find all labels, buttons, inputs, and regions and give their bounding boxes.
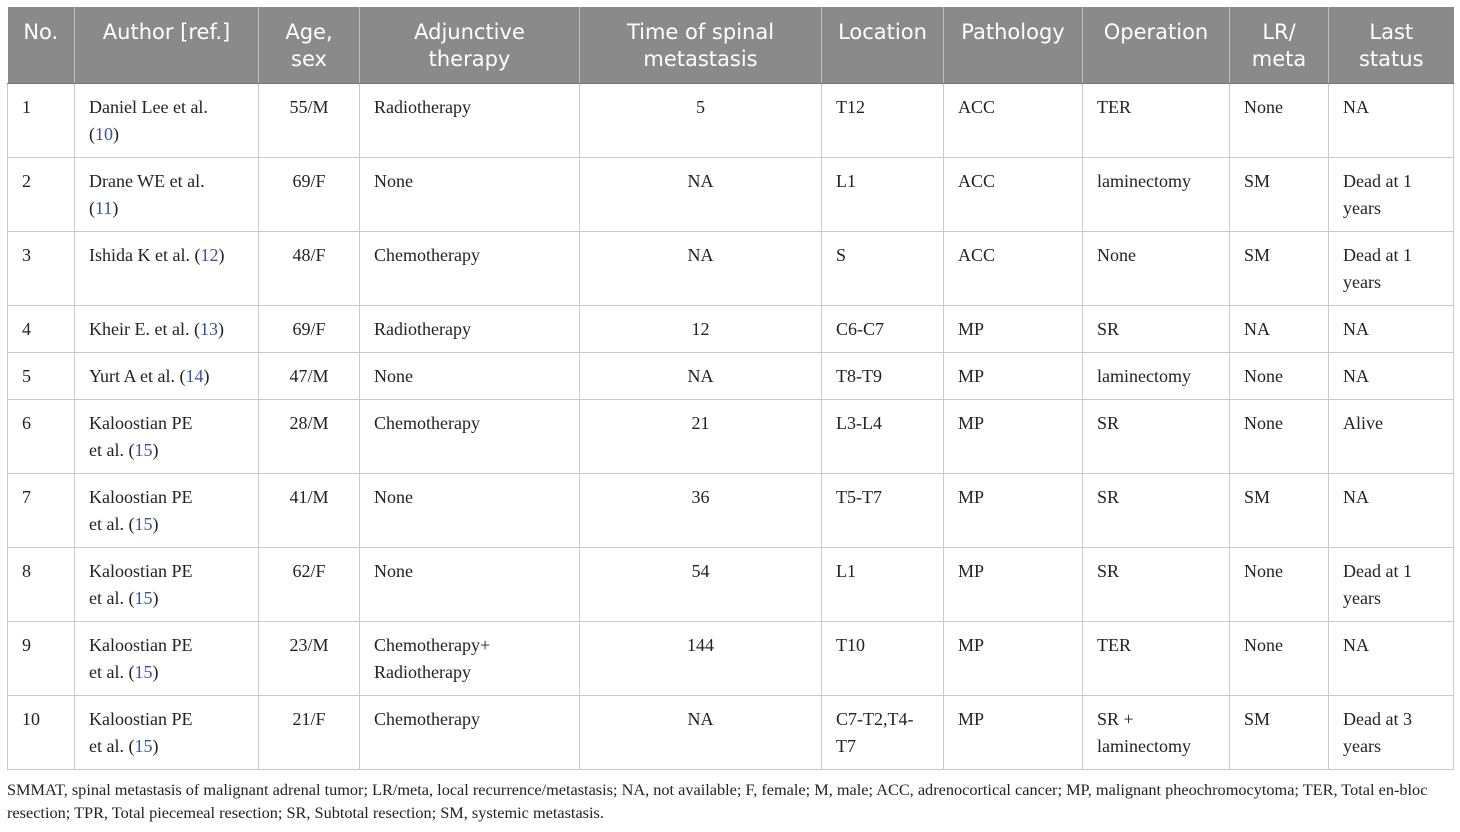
- cell-time: [580, 696, 822, 770]
- data-table: [7, 7, 1454, 770]
- cell-pathology: [944, 696, 1083, 770]
- table-row: [8, 548, 1454, 622]
- time-of-metastasis: NA: [687, 709, 714, 729]
- pathology: MP: [958, 319, 985, 339]
- age-sex: 21/F: [292, 709, 326, 729]
- author-name: Yurt A et al. (: [89, 366, 186, 386]
- cell-author: [75, 400, 259, 474]
- age-sex: 23/M: [289, 635, 329, 655]
- age-sex: 48/F: [292, 245, 326, 265]
- cell-location: [822, 353, 944, 400]
- cell-lr-meta: [1230, 158, 1329, 232]
- cell-lr-meta: [1230, 84, 1329, 158]
- ref-close-paren: ): [203, 366, 210, 386]
- reference-link: 12: [200, 245, 219, 265]
- author-name-cont: et al. (: [89, 588, 135, 608]
- reference-link: 15: [134, 514, 153, 534]
- cell-operation: [1083, 353, 1230, 400]
- cell-age-sex: [259, 158, 360, 232]
- cell-time: [580, 353, 822, 400]
- author-name: Kheir E. et al. (: [89, 319, 200, 339]
- column-header-age-sex: [259, 7, 360, 84]
- pathology: ACC: [958, 97, 996, 117]
- location: C7-T2,T4-: [836, 709, 914, 729]
- cell-age-sex: [259, 306, 360, 353]
- author-name: Kaloostian PE: [89, 413, 193, 433]
- cell-lr-meta: [1230, 622, 1329, 696]
- pathology: MP: [958, 487, 985, 507]
- time-of-metastasis: 12: [691, 319, 710, 339]
- header-text: Age,: [285, 20, 333, 44]
- cell-pathology: [944, 306, 1083, 353]
- table-footnote: SMMAT, spinal metastasis of malignant adrenal tumor; LR/meta, local recurrence/metastasis; NA, not available; F, female; M, male; ACC, adrenocortical cancer; MP, malignant pheochromocytoma; TER, Total en-bloc resection; TPR, Total piecemeal resection; SR, Subtotal resection; SM, systemic metastasis.: [7, 780, 1428, 822]
- last-status: Dead at 1: [1343, 561, 1412, 581]
- age-sex: 69/F: [292, 171, 326, 191]
- cell-lr-meta: [1230, 400, 1329, 474]
- location: T5-T7: [836, 487, 882, 507]
- cell-location: [822, 696, 944, 770]
- author-name-cont: et al. (: [89, 440, 135, 460]
- cell-pathology: [944, 622, 1083, 696]
- cell-time: [580, 232, 822, 306]
- author-name-cont: (: [89, 198, 95, 218]
- time-of-metastasis: NA: [687, 245, 714, 265]
- operation: laminectomy: [1097, 366, 1191, 386]
- author-name-cont: et al. (: [89, 662, 135, 682]
- operation: SR +: [1097, 709, 1134, 729]
- cell-pathology: [944, 474, 1083, 548]
- cell-author: [75, 696, 259, 770]
- author-name: Kaloostian PE: [89, 635, 193, 655]
- operation: SR: [1097, 413, 1120, 433]
- cell-operation: [1083, 696, 1230, 770]
- row-number: 1: [22, 97, 31, 117]
- time-of-metastasis: 144: [687, 635, 714, 655]
- adjunctive-therapy: Radiotherapy: [374, 662, 471, 682]
- pathology: MP: [958, 561, 985, 581]
- time-of-metastasis: NA: [687, 171, 714, 191]
- last-status: Dead at 1: [1343, 245, 1412, 265]
- cell-pathology: [944, 400, 1083, 474]
- header-text: No.: [23, 20, 59, 44]
- cell-location: [822, 306, 944, 353]
- operation: TER: [1097, 97, 1131, 117]
- time-of-metastasis: NA: [687, 366, 714, 386]
- last-status: years: [1343, 272, 1381, 292]
- lr-meta: None: [1244, 97, 1283, 117]
- pathology: MP: [958, 413, 985, 433]
- cell-location: [822, 474, 944, 548]
- lr-meta: None: [1244, 413, 1283, 433]
- row-number: 6: [22, 413, 31, 433]
- reference-link: 15: [134, 440, 153, 460]
- header-text: therapy: [428, 47, 511, 71]
- lr-meta: None: [1244, 635, 1283, 655]
- operation: SR: [1097, 487, 1120, 507]
- cell-adjunctive-therapy: [360, 622, 580, 696]
- cell-adjunctive-therapy: [360, 474, 580, 548]
- location: C6-C7: [836, 319, 885, 339]
- operation: SR: [1097, 561, 1120, 581]
- cell-no: [8, 353, 75, 400]
- adjunctive-therapy: None: [374, 561, 413, 581]
- column-header-last-status: [1329, 7, 1454, 84]
- cell-age-sex: [259, 353, 360, 400]
- cell-age-sex: [259, 400, 360, 474]
- table-body: [8, 84, 1454, 770]
- cell-no: [8, 622, 75, 696]
- cell-no: [8, 84, 75, 158]
- cell-adjunctive-therapy: [360, 306, 580, 353]
- lr-meta: SM: [1244, 245, 1271, 265]
- cell-adjunctive-therapy: [360, 353, 580, 400]
- header-text: LR/: [1262, 20, 1296, 44]
- column-header-lr-meta: [1230, 7, 1329, 84]
- cell-no: [8, 548, 75, 622]
- last-status: NA: [1343, 97, 1369, 117]
- column-header-time-of-spinal-metastasis: [580, 7, 822, 84]
- cell-adjunctive-therapy: [360, 400, 580, 474]
- table-row: [8, 622, 1454, 696]
- header-text: Adjunctive: [414, 20, 525, 44]
- header-text: meta: [1251, 47, 1307, 71]
- cell-last-status: [1329, 84, 1454, 158]
- header-text: Operation: [1103, 20, 1209, 44]
- cell-pathology: [944, 353, 1083, 400]
- header-row: [8, 7, 1454, 84]
- age-sex: 62/F: [292, 561, 326, 581]
- column-header-operation: [1083, 7, 1230, 84]
- cell-location: [822, 232, 944, 306]
- cell-adjunctive-therapy: [360, 232, 580, 306]
- location: T7: [836, 736, 856, 756]
- last-status: NA: [1343, 366, 1369, 386]
- cell-lr-meta: [1230, 306, 1329, 353]
- author-name: Drane WE et al.: [89, 171, 205, 191]
- cell-pathology: [944, 158, 1083, 232]
- lr-meta: SM: [1244, 709, 1271, 729]
- table-row: [8, 353, 1454, 400]
- age-sex: 55/M: [289, 97, 329, 117]
- cell-adjunctive-therapy: [360, 158, 580, 232]
- author-name: Daniel Lee et al.: [89, 97, 208, 117]
- cell-operation: [1083, 232, 1230, 306]
- ref-close-paren: ): [217, 319, 224, 339]
- cell-location: [822, 622, 944, 696]
- header-text: Pathology: [961, 20, 1065, 44]
- cell-age-sex: [259, 622, 360, 696]
- last-status: years: [1343, 198, 1381, 218]
- author-name-cont: et al. (: [89, 514, 135, 534]
- adjunctive-therapy: Chemotherapy: [374, 709, 480, 729]
- cell-time: [580, 622, 822, 696]
- cell-operation: [1083, 474, 1230, 548]
- row-number: 5: [22, 366, 31, 386]
- operation: TER: [1097, 635, 1131, 655]
- cell-author: [75, 232, 259, 306]
- cell-last-status: [1329, 548, 1454, 622]
- cell-location: [822, 158, 944, 232]
- cell-lr-meta: [1230, 696, 1329, 770]
- column-header-no: [8, 7, 75, 84]
- cell-adjunctive-therapy: [360, 84, 580, 158]
- reference-link: 14: [185, 366, 204, 386]
- cell-operation: [1083, 306, 1230, 353]
- adjunctive-therapy: Chemotherapy: [374, 413, 480, 433]
- header-text: metastasis: [643, 47, 758, 71]
- last-status: years: [1343, 736, 1381, 756]
- age-sex: 69/F: [292, 319, 326, 339]
- location: T8-T9: [836, 366, 882, 386]
- row-number: 9: [22, 635, 31, 655]
- cell-last-status: [1329, 232, 1454, 306]
- author-name: Kaloostian PE: [89, 709, 193, 729]
- cell-adjunctive-therapy: [360, 548, 580, 622]
- header-text: Time of spinal: [626, 20, 775, 44]
- column-header-author: [75, 7, 259, 84]
- cell-lr-meta: [1230, 232, 1329, 306]
- table-row: [8, 400, 1454, 474]
- cell-last-status: [1329, 158, 1454, 232]
- location: L1: [836, 171, 856, 191]
- time-of-metastasis: 21: [691, 413, 710, 433]
- cell-adjunctive-therapy: [360, 696, 580, 770]
- lr-meta: SM: [1244, 171, 1271, 191]
- cell-operation: [1083, 158, 1230, 232]
- ref-close-paren: ): [152, 440, 159, 460]
- column-header-pathology: [944, 7, 1083, 84]
- table-row: [8, 306, 1454, 353]
- last-status: Alive: [1343, 413, 1383, 433]
- location: S: [836, 245, 847, 265]
- reference-link: 10: [95, 124, 113, 144]
- column-header-location: [822, 7, 944, 84]
- ref-close-paren: ): [152, 662, 159, 682]
- ref-close-paren: ): [152, 514, 159, 534]
- cell-age-sex: [259, 232, 360, 306]
- row-number: 2: [22, 171, 31, 191]
- location: L1: [836, 561, 856, 581]
- operation: laminectomy: [1097, 736, 1191, 756]
- cell-location: [822, 84, 944, 158]
- time-of-metastasis: 36: [691, 487, 710, 507]
- pathology: ACC: [958, 245, 996, 265]
- cell-age-sex: [259, 474, 360, 548]
- header-text: Location: [838, 20, 927, 44]
- ref-close-paren: ): [152, 588, 159, 608]
- cell-author: [75, 306, 259, 353]
- author-name-cont: (: [89, 124, 95, 144]
- reference-link: 15: [134, 736, 153, 756]
- table-row: [8, 158, 1454, 232]
- cell-author: [75, 158, 259, 232]
- location: T10: [836, 635, 865, 655]
- column-header-adjunctive-therapy: [360, 7, 580, 84]
- time-of-metastasis: 54: [691, 561, 710, 581]
- ref-close-paren: ): [152, 736, 159, 756]
- operation: SR: [1097, 319, 1120, 339]
- pathology: MP: [958, 635, 985, 655]
- cell-last-status: [1329, 306, 1454, 353]
- operation: laminectomy: [1097, 171, 1191, 191]
- cell-pathology: [944, 232, 1083, 306]
- header-text: Author [ref.]: [102, 20, 231, 44]
- row-number: 10: [22, 709, 40, 729]
- operation: None: [1097, 245, 1136, 265]
- adjunctive-therapy: None: [374, 171, 413, 191]
- adjunctive-therapy: None: [374, 487, 413, 507]
- time-of-metastasis: 5: [696, 97, 705, 117]
- cell-no: [8, 306, 75, 353]
- last-status: NA: [1343, 487, 1369, 507]
- cell-age-sex: [259, 548, 360, 622]
- cell-last-status: [1329, 400, 1454, 474]
- cell-time: [580, 158, 822, 232]
- cell-no: [8, 696, 75, 770]
- table-row: [8, 232, 1454, 306]
- cell-location: [822, 548, 944, 622]
- pathology: MP: [958, 366, 985, 386]
- cell-last-status: [1329, 474, 1454, 548]
- adjunctive-therapy: None: [374, 366, 413, 386]
- cell-operation: [1083, 622, 1230, 696]
- cell-author: [75, 84, 259, 158]
- table-row: [8, 696, 1454, 770]
- cell-last-status: [1329, 696, 1454, 770]
- cell-pathology: [944, 84, 1083, 158]
- pathology: MP: [958, 709, 985, 729]
- header-text: status: [1358, 47, 1424, 71]
- last-status: years: [1343, 588, 1381, 608]
- reference-link: 11: [95, 198, 113, 218]
- cell-operation: [1083, 400, 1230, 474]
- author-name-cont: et al. (: [89, 736, 135, 756]
- reference-link: 15: [134, 662, 153, 682]
- cell-author: [75, 548, 259, 622]
- ref-close-paren: ): [218, 245, 225, 265]
- age-sex: 41/M: [289, 487, 329, 507]
- header-text: Last: [1369, 20, 1414, 44]
- cell-pathology: [944, 548, 1083, 622]
- author-name: Ishida K et al. (: [89, 245, 201, 265]
- cell-time: [580, 306, 822, 353]
- lr-meta: NA: [1244, 319, 1270, 339]
- age-sex: 47/M: [289, 366, 329, 386]
- cell-lr-meta: [1230, 474, 1329, 548]
- adjunctive-therapy: Chemotherapy+: [374, 635, 491, 655]
- author-name: Kaloostian PE: [89, 487, 193, 507]
- cell-no: [8, 400, 75, 474]
- pathology: ACC: [958, 171, 996, 191]
- cell-author: [75, 622, 259, 696]
- table-row: [8, 474, 1454, 548]
- cell-no: [8, 232, 75, 306]
- cell-age-sex: [259, 84, 360, 158]
- cell-last-status: [1329, 622, 1454, 696]
- location: L3-L4: [836, 413, 882, 433]
- adjunctive-therapy: Radiotherapy: [374, 97, 471, 117]
- last-status: Dead at 3: [1343, 709, 1412, 729]
- adjunctive-therapy: Chemotherapy: [374, 245, 480, 265]
- cell-last-status: [1329, 353, 1454, 400]
- cell-no: [8, 474, 75, 548]
- cell-operation: [1083, 84, 1230, 158]
- row-number: 7: [22, 487, 31, 507]
- cell-operation: [1083, 548, 1230, 622]
- last-status: NA: [1343, 635, 1369, 655]
- row-number: 8: [22, 561, 31, 581]
- age-sex: 28/M: [289, 413, 329, 433]
- last-status: Dead at 1: [1343, 171, 1412, 191]
- cell-time: [580, 548, 822, 622]
- header-text: sex: [291, 47, 327, 71]
- lr-meta: None: [1244, 366, 1283, 386]
- reference-link: 15: [134, 588, 153, 608]
- ref-close-paren: ): [112, 198, 119, 218]
- lr-meta: SM: [1244, 487, 1271, 507]
- adjunctive-therapy: Radiotherapy: [374, 319, 471, 339]
- ref-close-paren: ): [113, 124, 119, 144]
- row-number: 4: [22, 319, 31, 339]
- lr-meta: None: [1244, 561, 1283, 581]
- reference-link: 13: [199, 319, 218, 339]
- table-row: [8, 84, 1454, 158]
- cell-author: [75, 474, 259, 548]
- cell-lr-meta: [1230, 353, 1329, 400]
- cell-time: [580, 84, 822, 158]
- cell-age-sex: [259, 696, 360, 770]
- cell-location: [822, 400, 944, 474]
- cell-time: [580, 474, 822, 548]
- row-number: 3: [22, 245, 31, 265]
- cell-author: [75, 353, 259, 400]
- cell-no: [8, 158, 75, 232]
- last-status: NA: [1343, 319, 1369, 339]
- cell-time: [580, 400, 822, 474]
- cell-lr-meta: [1230, 548, 1329, 622]
- location: T12: [836, 97, 865, 117]
- author-name: Kaloostian PE: [89, 561, 193, 581]
